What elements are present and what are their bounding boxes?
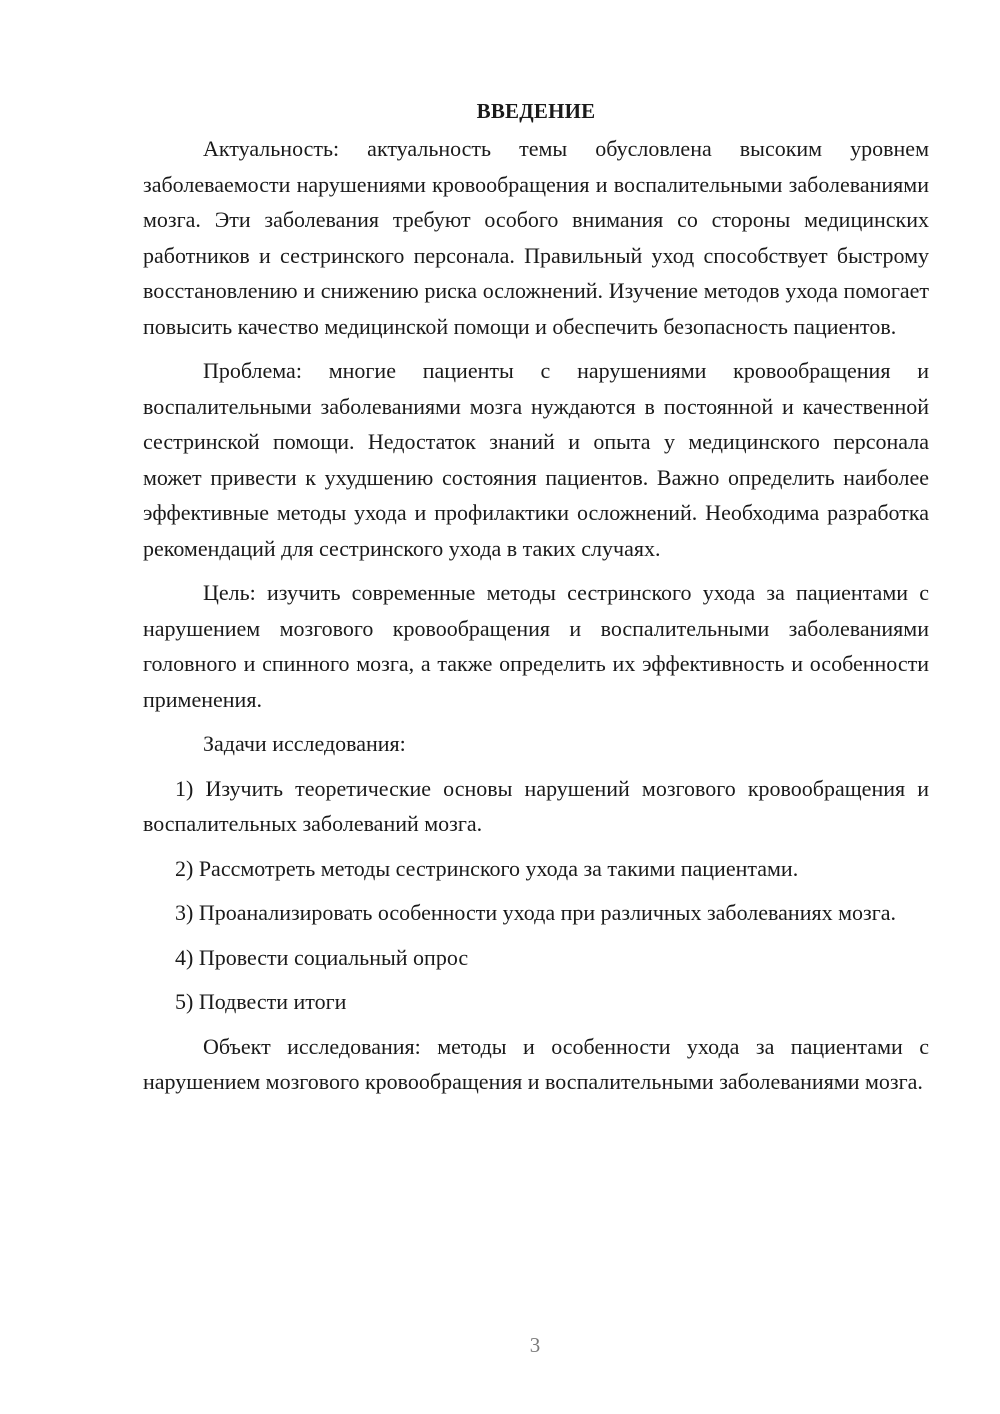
tasks-heading: Задачи исследования: (203, 731, 406, 756)
section-title: ВВЕДЕНИЕ (476, 99, 596, 123)
page-number: 3 (529, 1333, 541, 1357)
page-content (143, 96, 929, 1109)
task-item-1: 1) Изучить теоретические основы нарушений мозгового кровообращения и воспалительных заболеваний мозга. (143, 775, 929, 836)
paragraph-relevance: Актуальность: актуальность темы обусловлена высоким уровнем заболеваемости нарушениями кровообращения и воспалительными заболеваниями мозга. Эти заболевания требуют особого внимания со стороны медицинских работников и сестринского персонала. Правильный уход способствует быстрому восстановлению и снижению риска осложнений. Изучение методов ухода помогает повысить качество медицинской помощи и обеспечить безопасность пациентов. (143, 136, 929, 339)
task-item-5: 5) Подвести итоги (175, 989, 347, 1014)
paragraph-object: Объект исследования: методы и особенности ухода за пациентами с нарушением мозгового кровообращения и воспалительными заболеваниями мозга. (143, 1033, 929, 1094)
task-item-2: 2) Рассмотреть методы сестринского ухода за такими пациентами. (175, 855, 799, 881)
task-item-3: 3) Проанализировать особенности ухода при различных заболеваниях мозга. (175, 900, 896, 925)
paragraph-problem: Проблема: многие пациенты с нарушениями кровообращения и воспалительными заболеваниями мозга нуждаются в постоянной и качественной сестринской помощи. Недостаток знаний и опыта у медицинского персонала может привести к ухудшению состояния пациентов. Важно определить наиболее эффективные методы ухода и профилактики осложнений. Необходима разработка рекомендаций для сестринского ухода в таких случаях. (143, 358, 929, 561)
task-item-4: 4) Провести социальный опрос (175, 944, 469, 970)
paragraph-goal: Цель: изучить современные методы сестринского ухода за пациентами с нарушением мозгового кровообращения и воспалительными заболеваниями головного и спинного мозга, а также определить их эффективность и особенности применения. (143, 580, 929, 712)
